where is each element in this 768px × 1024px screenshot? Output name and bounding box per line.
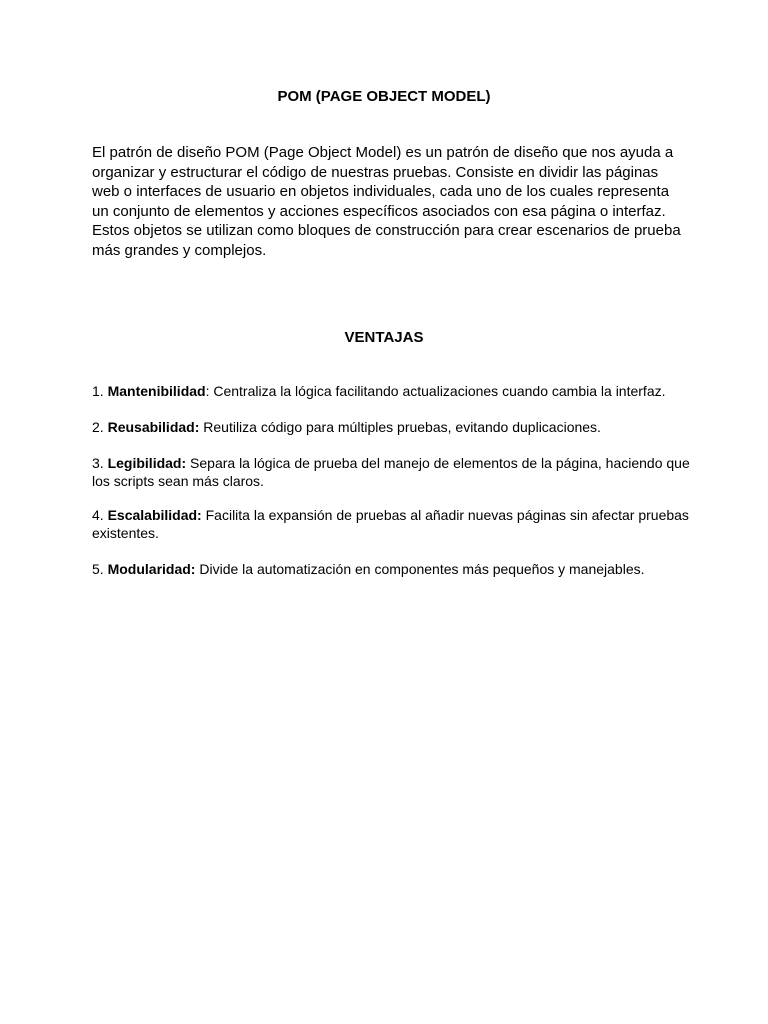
- advantage-description: : Centraliza la lógica facilitando actualizaciones cuando cambia la interfaz.: [205, 383, 666, 399]
- advantage-number: 1.: [92, 383, 104, 399]
- advantage-term: Escalabilidad:: [107, 507, 202, 523]
- advantage-number: 3.: [92, 455, 104, 471]
- advantage-item: [92, 561, 692, 579]
- advantage-item: [92, 383, 692, 401]
- advantage-description: Reutiliza código para múltiples pruebas, evitando duplicaciones.: [199, 419, 601, 435]
- advantage-description: Separa la lógica de prueba del manejo de elementos de la página, haciendo que los scripts sean más claros.: [92, 455, 690, 489]
- advantage-number: 4.: [92, 507, 104, 523]
- advantage-item: [92, 419, 692, 437]
- advantage-term: Legibilidad:: [107, 455, 187, 471]
- advantage-term: Reusabilidad:: [107, 419, 200, 435]
- document-title: POM (PAGE OBJECT MODEL): [277, 88, 491, 105]
- section-title-ventajas: VENTAJAS: [344, 329, 424, 346]
- advantage-item: [92, 507, 692, 542]
- advantage-item: [92, 455, 692, 490]
- advantage-number: 5.: [92, 561, 104, 577]
- advantage-term: Mantenibilidad: [107, 383, 206, 399]
- advantage-number: 2.: [92, 419, 104, 435]
- advantage-description: Divide la automatización en componentes más pequeños y manejables.: [195, 561, 645, 577]
- advantage-term: Modularidad:: [107, 561, 196, 577]
- intro-paragraph: El patrón de diseño POM (Page Object Model) es un patrón de diseño que nos ayuda a organizar y estructurar el código de nuestras pruebas. Consiste en dividir las páginas web o interfaces de usuario en objetos individuales, cada uno de los cuales representa un conjunto de elementos y acciones específicos asociados con esa página o interfaz. Estos objetos se utilizan como bloques de construcción para crear escenarios de prueba más grandes y complejos.: [92, 144, 681, 259]
- advantage-description: Facilita la expansión de pruebas al añadir nuevas páginas sin afectar pruebas existentes.: [92, 507, 689, 541]
